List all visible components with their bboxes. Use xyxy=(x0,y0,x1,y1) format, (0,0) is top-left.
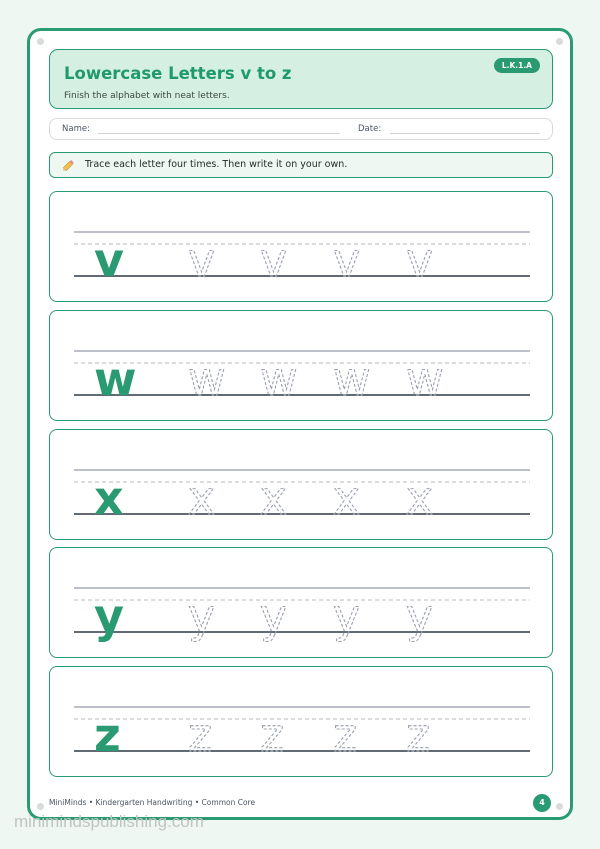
trace-letter-w-2: w xyxy=(260,352,298,406)
trace-letter-z-1: z xyxy=(188,708,213,762)
model-letter-y: y xyxy=(94,589,124,643)
trace-letter-w-4: w xyxy=(406,352,444,406)
trace-letter-v-2: v xyxy=(260,233,288,287)
trace-letter-v-4: v xyxy=(406,233,434,287)
trace-letter-v-1: v xyxy=(188,233,216,287)
pencil-icon xyxy=(62,158,76,172)
page-subtitle: Finish the alphabet with neat letters. xyxy=(64,91,230,101)
model-letter-v: v xyxy=(94,233,124,287)
trace-letter-w-1: w xyxy=(188,352,226,406)
writing-guide-y xyxy=(50,548,551,656)
letter-row-v xyxy=(49,191,553,302)
instruction-text: Trace each letter four times. Then write it on your own. xyxy=(85,159,348,170)
letter-row-y xyxy=(49,547,553,658)
title-banner xyxy=(49,49,553,109)
trace-letter-y-3: y xyxy=(333,589,361,643)
footer-credit: MiniMinds • Kindergarten Handwriting • Common Core xyxy=(49,798,256,807)
trace-letter-y-2: y xyxy=(260,589,288,643)
trace-letter-x-2: x xyxy=(260,471,288,525)
page-title: Lowercase Letters v to z xyxy=(64,64,292,83)
trace-letter-z-3: z xyxy=(333,708,358,762)
instruction-box xyxy=(49,152,553,178)
standard-badge: L.K.1.A xyxy=(494,58,540,73)
writing-guide-z xyxy=(50,667,551,775)
trace-letter-x-1: x xyxy=(188,471,216,525)
letter-row-w xyxy=(49,310,553,421)
letter-row-z xyxy=(49,666,553,777)
model-letter-w: w xyxy=(94,352,137,406)
date-field[interactable] xyxy=(390,133,540,134)
trace-letter-x-4: x xyxy=(406,471,434,525)
punch-hole-bottom-right xyxy=(556,803,563,810)
letter-row-x xyxy=(49,429,553,540)
watermark: minimindspublishing.com xyxy=(14,812,204,831)
punch-hole-top-left xyxy=(37,38,44,45)
model-letter-x: x xyxy=(94,471,124,525)
name-field[interactable] xyxy=(98,133,340,134)
trace-letter-v-3: v xyxy=(333,233,361,287)
writing-guide-v xyxy=(50,192,551,300)
trace-letter-y-4: y xyxy=(406,589,434,643)
trace-letter-y-1: y xyxy=(188,589,216,643)
page-number: 4 xyxy=(533,794,551,812)
name-date-bar xyxy=(49,118,553,140)
trace-letter-w-3: w xyxy=(333,352,371,406)
model-letter-z: z xyxy=(94,708,121,762)
writing-guide-w xyxy=(50,311,551,419)
punch-hole-bottom-left xyxy=(37,803,44,810)
worksheet-sheet xyxy=(27,28,573,820)
punch-hole-top-right xyxy=(556,38,563,45)
name-label: Name: xyxy=(62,124,90,134)
trace-letter-z-4: z xyxy=(406,708,431,762)
date-label: Date: xyxy=(358,124,382,134)
trace-letter-z-2: z xyxy=(260,708,285,762)
trace-letter-x-3: x xyxy=(333,471,361,525)
writing-guide-x xyxy=(50,430,551,538)
